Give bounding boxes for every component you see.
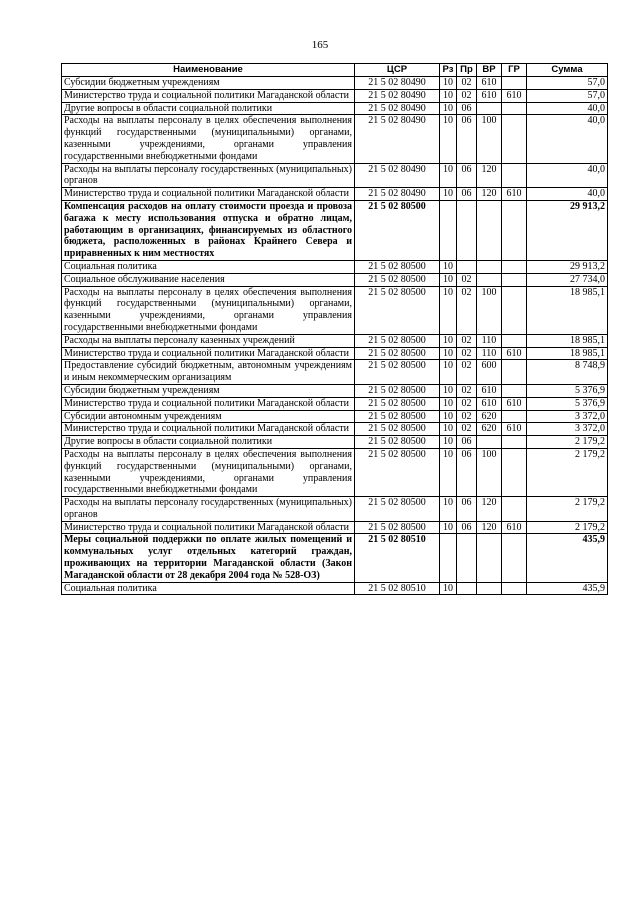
cell-gr bbox=[502, 384, 527, 397]
cell-sum: 57,0 bbox=[527, 77, 608, 90]
cell-gr: 610 bbox=[502, 347, 527, 360]
cell-pr bbox=[457, 200, 477, 260]
cell-gr bbox=[502, 163, 527, 188]
table-row bbox=[62, 448, 608, 496]
cell-sum: 40,0 bbox=[527, 163, 608, 188]
cell-rz: 10 bbox=[440, 260, 457, 273]
cell-sum: 18 985,1 bbox=[527, 286, 608, 334]
cell-vr: 120 bbox=[477, 497, 502, 522]
cell-vr bbox=[477, 200, 502, 260]
cell-vr: 610 bbox=[477, 384, 502, 397]
cell-rz: 10 bbox=[440, 347, 457, 360]
cell-rz: 10 bbox=[440, 397, 457, 410]
page-number: 165 bbox=[311, 39, 329, 51]
cell-name: Социальное обслуживание населения bbox=[62, 273, 355, 286]
cell-name: Социальная политика bbox=[62, 260, 355, 273]
cell-sum: 435,9 bbox=[527, 534, 608, 582]
table-row bbox=[62, 397, 608, 410]
cell-sum: 2 179,2 bbox=[527, 521, 608, 534]
table-row bbox=[62, 200, 608, 260]
cell-name: Расходы на выплаты персоналу казенных учреждений bbox=[62, 334, 355, 347]
cell-csr: 21 5 02 80490 bbox=[355, 188, 440, 201]
table-row bbox=[62, 497, 608, 522]
cell-vr bbox=[477, 436, 502, 449]
cell-gr bbox=[502, 200, 527, 260]
cell-rz: 10 bbox=[440, 89, 457, 102]
cell-sum: 3 372,0 bbox=[527, 410, 608, 423]
cell-name: Министерство труда и социальной политики Магаданской области bbox=[62, 347, 355, 360]
cell-sum: 40,0 bbox=[527, 102, 608, 115]
header-name: Наименование bbox=[62, 64, 355, 77]
cell-sum: 29 913,2 bbox=[527, 260, 608, 273]
cell-gr bbox=[502, 115, 527, 163]
cell-pr: 02 bbox=[457, 360, 477, 385]
table-row bbox=[62, 77, 608, 90]
cell-name: Министерство труда и социальной политики Магаданской области bbox=[62, 397, 355, 410]
cell-name: Расходы на выплаты персоналу государственных (муниципальных) органов bbox=[62, 497, 355, 522]
cell-rz bbox=[440, 200, 457, 260]
cell-sum: 40,0 bbox=[527, 188, 608, 201]
cell-pr: 02 bbox=[457, 334, 477, 347]
table-row bbox=[62, 334, 608, 347]
cell-gr bbox=[502, 448, 527, 496]
cell-sum: 57,0 bbox=[527, 89, 608, 102]
cell-gr bbox=[502, 410, 527, 423]
cell-sum: 40,0 bbox=[527, 115, 608, 163]
cell-gr: 610 bbox=[502, 188, 527, 201]
cell-name: Предоставление субсидий бюджетным, автономным учреждениям и иным некоммерческим организациям bbox=[62, 360, 355, 385]
cell-sum: 5 376,9 bbox=[527, 397, 608, 410]
cell-csr: 21 5 02 80490 bbox=[355, 115, 440, 163]
table-row bbox=[62, 347, 608, 360]
cell-name: Другие вопросы в области социальной политики bbox=[62, 436, 355, 449]
cell-csr: 21 5 02 80500 bbox=[355, 497, 440, 522]
cell-vr bbox=[477, 534, 502, 582]
cell-rz: 10 bbox=[440, 423, 457, 436]
table-row bbox=[62, 360, 608, 385]
cell-sum: 27 734,0 bbox=[527, 273, 608, 286]
cell-gr bbox=[502, 77, 527, 90]
cell-name: Расходы на выплаты персоналу в целях обеспечения выполнения функций государственными (муниципальными) органами, казенными учреждениями, органами управления государственными внебюджетными фондами bbox=[62, 286, 355, 334]
cell-gr bbox=[502, 102, 527, 115]
cell-gr: 610 bbox=[502, 397, 527, 410]
cell-csr: 21 5 02 80490 bbox=[355, 102, 440, 115]
cell-pr: 06 bbox=[457, 521, 477, 534]
table-row bbox=[62, 273, 608, 286]
cell-pr: 02 bbox=[457, 423, 477, 436]
header-sum: Сумма bbox=[527, 64, 608, 77]
cell-gr: 610 bbox=[502, 521, 527, 534]
cell-pr: 02 bbox=[457, 397, 477, 410]
cell-gr: 610 bbox=[502, 89, 527, 102]
cell-pr bbox=[457, 582, 477, 595]
cell-pr: 02 bbox=[457, 77, 477, 90]
cell-csr: 21 5 02 80490 bbox=[355, 89, 440, 102]
cell-gr bbox=[502, 534, 527, 582]
cell-name: Расходы на выплаты персоналу в целях обеспечения выполнения функций государственными (муниципальными) органами, казенными учреждениями, органами управления государственными внебюджетными фондами bbox=[62, 115, 355, 163]
cell-rz: 10 bbox=[440, 384, 457, 397]
cell-name: Министерство труда и социальной политики Магаданской области bbox=[62, 188, 355, 201]
cell-pr: 02 bbox=[457, 89, 477, 102]
cell-csr: 21 5 02 80490 bbox=[355, 163, 440, 188]
cell-pr: 06 bbox=[457, 188, 477, 201]
table-row bbox=[62, 582, 608, 595]
cell-csr: 21 5 02 80490 bbox=[355, 77, 440, 90]
cell-gr bbox=[502, 334, 527, 347]
cell-gr bbox=[502, 497, 527, 522]
table-row bbox=[62, 115, 608, 163]
header-pr: Пр bbox=[457, 64, 477, 77]
cell-csr: 21 5 02 80500 bbox=[355, 334, 440, 347]
cell-rz: 10 bbox=[440, 448, 457, 496]
cell-pr: 06 bbox=[457, 448, 477, 496]
cell-name: Субсидии автономным учреждениям bbox=[62, 410, 355, 423]
cell-vr bbox=[477, 102, 502, 115]
cell-sum: 18 985,1 bbox=[527, 334, 608, 347]
cell-pr: 02 bbox=[457, 384, 477, 397]
cell-gr bbox=[502, 273, 527, 286]
cell-vr: 620 bbox=[477, 423, 502, 436]
table-row bbox=[62, 521, 608, 534]
table-row bbox=[62, 534, 608, 582]
cell-vr: 610 bbox=[477, 397, 502, 410]
header-csr: ЦСР bbox=[355, 64, 440, 77]
cell-sum: 435,9 bbox=[527, 582, 608, 595]
cell-rz: 10 bbox=[440, 77, 457, 90]
cell-pr bbox=[457, 260, 477, 273]
cell-rz: 10 bbox=[440, 360, 457, 385]
cell-rz: 10 bbox=[440, 497, 457, 522]
cell-csr: 21 5 02 80500 bbox=[355, 273, 440, 286]
cell-pr: 02 bbox=[457, 286, 477, 334]
cell-name: Меры социальной поддержки по оплате жилых помещений и коммунальных услуг отдельных категорий граждан, проживающих на территории Магаданской области (Закон Магаданской области от 28 декабря 2004 года № 528-ОЗ) bbox=[62, 534, 355, 582]
cell-sum: 5 376,9 bbox=[527, 384, 608, 397]
cell-vr: 610 bbox=[477, 89, 502, 102]
header-rz: Рз bbox=[440, 64, 457, 77]
cell-name: Расходы на выплаты персоналу в целях обеспечения выполнения функций государственными (муниципальными) органами, казенными учреждениями, органами управления государственными внебюджетными фондами bbox=[62, 448, 355, 496]
cell-csr: 21 5 02 80510 bbox=[355, 582, 440, 595]
cell-vr: 620 bbox=[477, 410, 502, 423]
cell-vr: 120 bbox=[477, 521, 502, 534]
cell-name: Министерство труда и социальной политики Магаданской области bbox=[62, 89, 355, 102]
cell-name: Социальная политика bbox=[62, 582, 355, 595]
cell-sum: 2 179,2 bbox=[527, 436, 608, 449]
table-body bbox=[62, 77, 608, 595]
table-row bbox=[62, 286, 608, 334]
cell-csr: 21 5 02 80510 bbox=[355, 534, 440, 582]
cell-name: Другие вопросы в области социальной политики bbox=[62, 102, 355, 115]
cell-vr: 110 bbox=[477, 334, 502, 347]
cell-vr: 610 bbox=[477, 77, 502, 90]
cell-sum: 8 748,9 bbox=[527, 360, 608, 385]
cell-csr: 21 5 02 80500 bbox=[355, 286, 440, 334]
cell-pr: 06 bbox=[457, 115, 477, 163]
cell-rz: 10 bbox=[440, 102, 457, 115]
cell-rz: 10 bbox=[440, 521, 457, 534]
cell-sum: 2 179,2 bbox=[527, 497, 608, 522]
cell-rz: 10 bbox=[440, 410, 457, 423]
cell-pr bbox=[457, 534, 477, 582]
cell-vr bbox=[477, 582, 502, 595]
cell-pr: 06 bbox=[457, 163, 477, 188]
cell-gr: 610 bbox=[502, 423, 527, 436]
cell-pr: 02 bbox=[457, 347, 477, 360]
cell-vr: 100 bbox=[477, 115, 502, 163]
cell-name: Субсидии бюджетным учреждениям bbox=[62, 77, 355, 90]
cell-rz: 10 bbox=[440, 436, 457, 449]
cell-name: Министерство труда и социальной политики Магаданской области bbox=[62, 423, 355, 436]
cell-vr: 100 bbox=[477, 448, 502, 496]
cell-rz bbox=[440, 534, 457, 582]
cell-rz: 10 bbox=[440, 582, 457, 595]
table-row bbox=[62, 102, 608, 115]
cell-vr: 120 bbox=[477, 188, 502, 201]
table-row bbox=[62, 384, 608, 397]
cell-csr: 21 5 02 80500 bbox=[355, 384, 440, 397]
cell-csr: 21 5 02 80500 bbox=[355, 448, 440, 496]
cell-name: Субсидии бюджетным учреждениям bbox=[62, 384, 355, 397]
cell-sum: 2 179,2 bbox=[527, 448, 608, 496]
cell-gr bbox=[502, 582, 527, 595]
cell-csr: 21 5 02 80500 bbox=[355, 360, 440, 385]
cell-rz: 10 bbox=[440, 115, 457, 163]
cell-csr: 21 5 02 80500 bbox=[355, 436, 440, 449]
cell-csr: 21 5 02 80500 bbox=[355, 347, 440, 360]
table-row bbox=[62, 436, 608, 449]
cell-rz: 10 bbox=[440, 188, 457, 201]
table-row bbox=[62, 410, 608, 423]
cell-name: Компенсация расходов на оплату стоимости проезда и провоза багажа к месту использования отпуска и обратно лицам, работающим в организациях, финансируемых из областного бюджета, расположенных в районах Крайнего Севера и приравненных к ним местностях bbox=[62, 200, 355, 260]
budget-table bbox=[61, 63, 608, 595]
table-row bbox=[62, 423, 608, 436]
cell-sum: 29 913,2 bbox=[527, 200, 608, 260]
cell-rz: 10 bbox=[440, 273, 457, 286]
cell-pr: 06 bbox=[457, 436, 477, 449]
cell-pr: 06 bbox=[457, 497, 477, 522]
cell-vr: 600 bbox=[477, 360, 502, 385]
cell-gr bbox=[502, 260, 527, 273]
table-header-row bbox=[62, 64, 608, 77]
cell-name: Министерство труда и социальной политики Магаданской области bbox=[62, 521, 355, 534]
cell-gr bbox=[502, 286, 527, 334]
table-row bbox=[62, 188, 608, 201]
cell-gr bbox=[502, 360, 527, 385]
cell-pr: 02 bbox=[457, 410, 477, 423]
cell-vr bbox=[477, 273, 502, 286]
cell-csr: 21 5 02 80500 bbox=[355, 260, 440, 273]
cell-csr: 21 5 02 80500 bbox=[355, 521, 440, 534]
cell-csr: 21 5 02 80500 bbox=[355, 397, 440, 410]
cell-gr bbox=[502, 436, 527, 449]
cell-csr: 21 5 02 80500 bbox=[355, 200, 440, 260]
cell-pr: 06 bbox=[457, 102, 477, 115]
cell-vr bbox=[477, 260, 502, 273]
cell-name: Расходы на выплаты персоналу государственных (муниципальных) органов bbox=[62, 163, 355, 188]
cell-rz: 10 bbox=[440, 286, 457, 334]
cell-vr: 100 bbox=[477, 286, 502, 334]
table-row bbox=[62, 163, 608, 188]
cell-rz: 10 bbox=[440, 163, 457, 188]
cell-pr: 02 bbox=[457, 273, 477, 286]
cell-csr: 21 5 02 80500 bbox=[355, 423, 440, 436]
cell-vr: 120 bbox=[477, 163, 502, 188]
table-row bbox=[62, 89, 608, 102]
table-row bbox=[62, 260, 608, 273]
header-gr: ГР bbox=[502, 64, 527, 77]
cell-sum: 18 985,1 bbox=[527, 347, 608, 360]
cell-csr: 21 5 02 80500 bbox=[355, 410, 440, 423]
cell-vr: 110 bbox=[477, 347, 502, 360]
cell-rz: 10 bbox=[440, 334, 457, 347]
header-vr: ВР bbox=[477, 64, 502, 77]
cell-sum: 3 372,0 bbox=[527, 423, 608, 436]
